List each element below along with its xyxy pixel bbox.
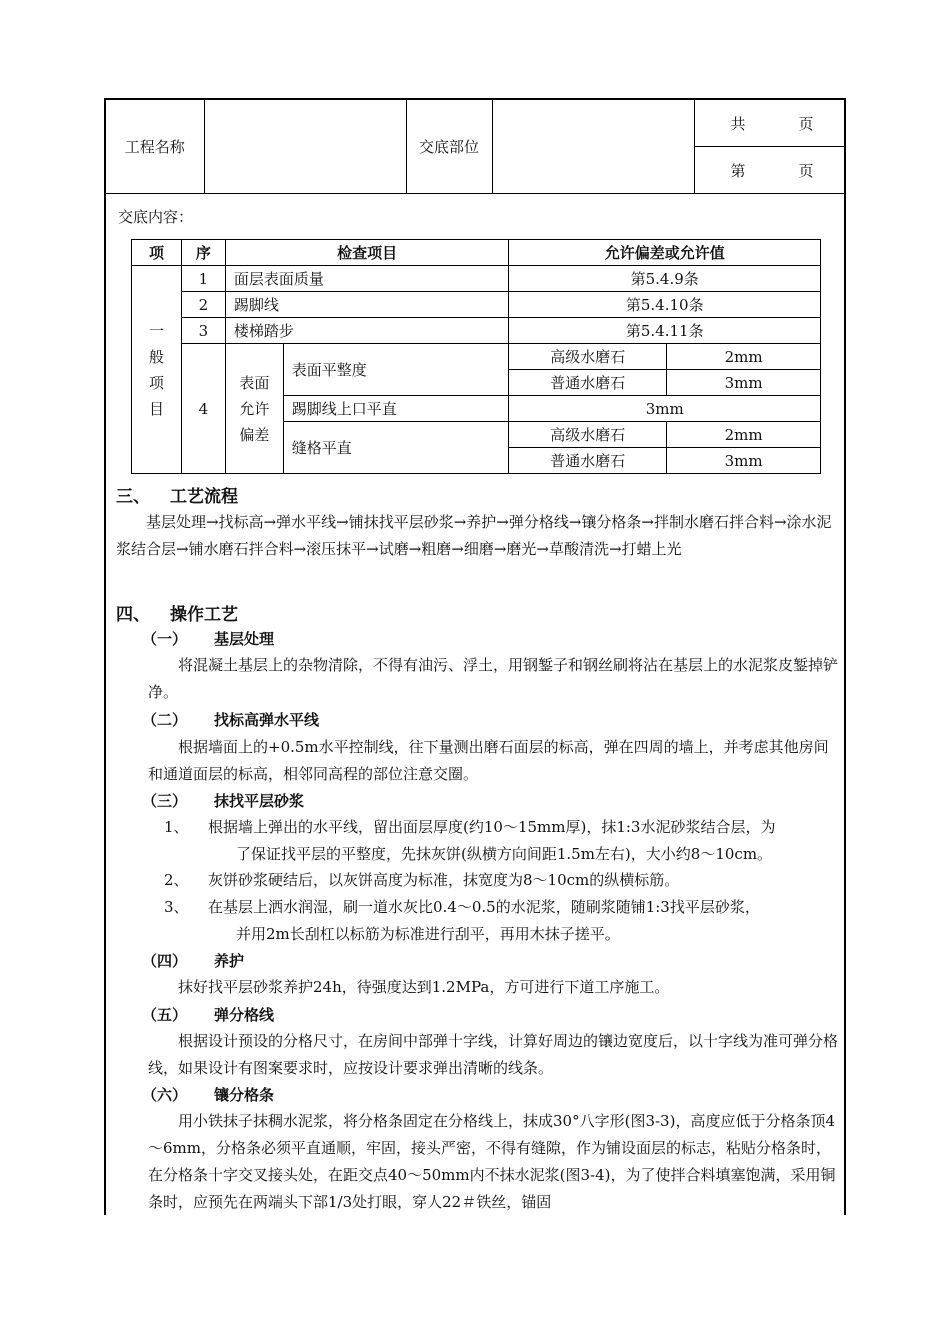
seq-1: 1 [181, 266, 225, 292]
subsection-1-text: 将混凝土基层上的杂物清除，不得有油污、浮土，用钢錾子和钢丝刷将沾在基层上的水泥浆皮錾掉铲净。 [148, 656, 839, 701]
col-header-check: 检查项目 [225, 240, 509, 266]
process-flow: 基层处理→找标高→弹水平线→铺抹找平层砂浆→养护→弹分格线→镶分格条→拌制水磨石拌合料→涂水泥浆结合层→铺水磨石拌合料→滚压抹平→试磨→粗磨→细磨→磨光→草酸清洗→打蜡上光 [116, 513, 832, 558]
surface-tolerance-group: 表面 允许 偏差 [225, 344, 283, 474]
seam-normal-value: 3mm [667, 448, 821, 474]
header-table [106, 100, 844, 194]
subsection-2-text: 根据墙面上的+0.5m水平控制线，往下量测出磨石面层的标高，弹在四周的墙上，并考虑其他房间和通道面层的标高，相邻同高程的部位注意交圈。 [148, 738, 829, 783]
subsection-3-heading: （三） 抹找平层砂浆 [142, 792, 305, 810]
seam-label: 缝格平直 [283, 422, 509, 474]
col-header-item: 项 [132, 240, 182, 266]
skirting-label: 踢脚线上口平直 [283, 396, 509, 422]
group-general: 一 般 项 目 [132, 266, 182, 474]
seam-high-label: 高级水磨石 [509, 422, 667, 448]
flat-high-value: 2mm [667, 344, 821, 370]
section-3-heading: 三、 工艺流程 [116, 487, 238, 507]
item-3: 楼梯踏步 [225, 318, 509, 344]
seq-4: 4 [181, 344, 225, 474]
total-pages-cell: 共 页 [694, 100, 844, 147]
subsection-6-heading: （六） 镶分格条 [142, 1086, 275, 1104]
subsection-5-text: 根据设计预设的分格尺寸，在房间中部弹十字线，计算好周边的镶边宽度后，以十字线为准可弹分格线，如果设计有图案要求时，应按设计要求弹出清晰的线条。 [148, 1032, 839, 1077]
list-item: 3、 在基层上洒水润湿，刷一道水灰比0.4～0.5的水泥浆，随刷浆随铺1:3找平层砂浆， 并用2m长刮杠以标筋为标准进行刮平，再用木抹子搓平。 [164, 898, 760, 943]
item-2: 踢脚线 [225, 292, 509, 318]
seq-3: 3 [181, 318, 225, 344]
subsection-4-heading: （四） 养护 [142, 952, 245, 970]
flat-normal-label: 普通水磨石 [509, 370, 667, 396]
list-item: 2、 灰饼砂浆硬结后，以灰饼高度为标准，抹宽度为8～10cm的纵横标筋。 [164, 871, 680, 889]
subsection-4-text: 抹好找平层砂浆养护24h，待强度达到1.2MPa，方可进行下道工序施工。 [178, 978, 670, 996]
page-number-cell: 第 页 [694, 147, 844, 194]
list-item: 1、 根据墙上弹出的水平线，留出面层厚度(约10～15mm厚)，抹1:3水泥砂浆结合层，为 了保证找平层的平整度，先抹灰饼(纵横方向间距1.5m左右)，大小约8～10cm。 [164, 818, 776, 863]
section-4-heading: 四、 操作工艺 [116, 605, 238, 625]
subsection-1-heading: （一） 基层处理 [142, 630, 275, 648]
location-label: 交底部位 [406, 100, 492, 194]
location-field[interactable] [492, 100, 694, 194]
inspection-table [131, 239, 821, 474]
seam-high-value: 2mm [667, 422, 821, 448]
flatness-label: 表面平整度 [283, 344, 509, 396]
project-name-label: 工程名称 [106, 100, 204, 194]
skirting-value: 3mm [509, 396, 821, 422]
seam-normal-label: 普通水磨石 [509, 448, 667, 474]
document-frame [104, 98, 846, 1215]
seq-2: 2 [181, 292, 225, 318]
value-3: 第5.4.11条 [509, 318, 821, 344]
subsection-2-heading: （二） 找标高弹水平线 [142, 711, 320, 729]
flat-high-label: 高级水磨石 [509, 344, 667, 370]
value-2: 第5.4.10条 [509, 292, 821, 318]
col-header-tolerance: 允许偏差或允许值 [509, 240, 821, 266]
intro-label: 交底内容： [118, 208, 194, 226]
project-name-field[interactable] [204, 100, 406, 194]
flat-normal-value: 3mm [667, 370, 821, 396]
subsection-6-text: 用小铁抹子抹稠水泥浆，将分格条固定在分格线上，抹成30°八字形(图3-3)，高度应低于分格条顶4～6mm，分格条必须平直通顺，牢固，接头严密，不得有缝隙，作为铺设面层的标志，粘贴分格条时，在分格条十字交叉接头处，在距交点40～50mm内不抹水泥浆(图3-4)，为了使拌合料填塞饱满，采用铜条时，应预先在两端头下部1/3处打眼，穿人22＃铁丝，锚固 [148, 1112, 836, 1211]
subsection-5-heading: （五） 弹分格线 [142, 1006, 275, 1024]
value-1: 第5.4.9条 [509, 266, 821, 292]
col-header-seq: 序 [181, 240, 225, 266]
item-1: 面层表面质量 [225, 266, 509, 292]
